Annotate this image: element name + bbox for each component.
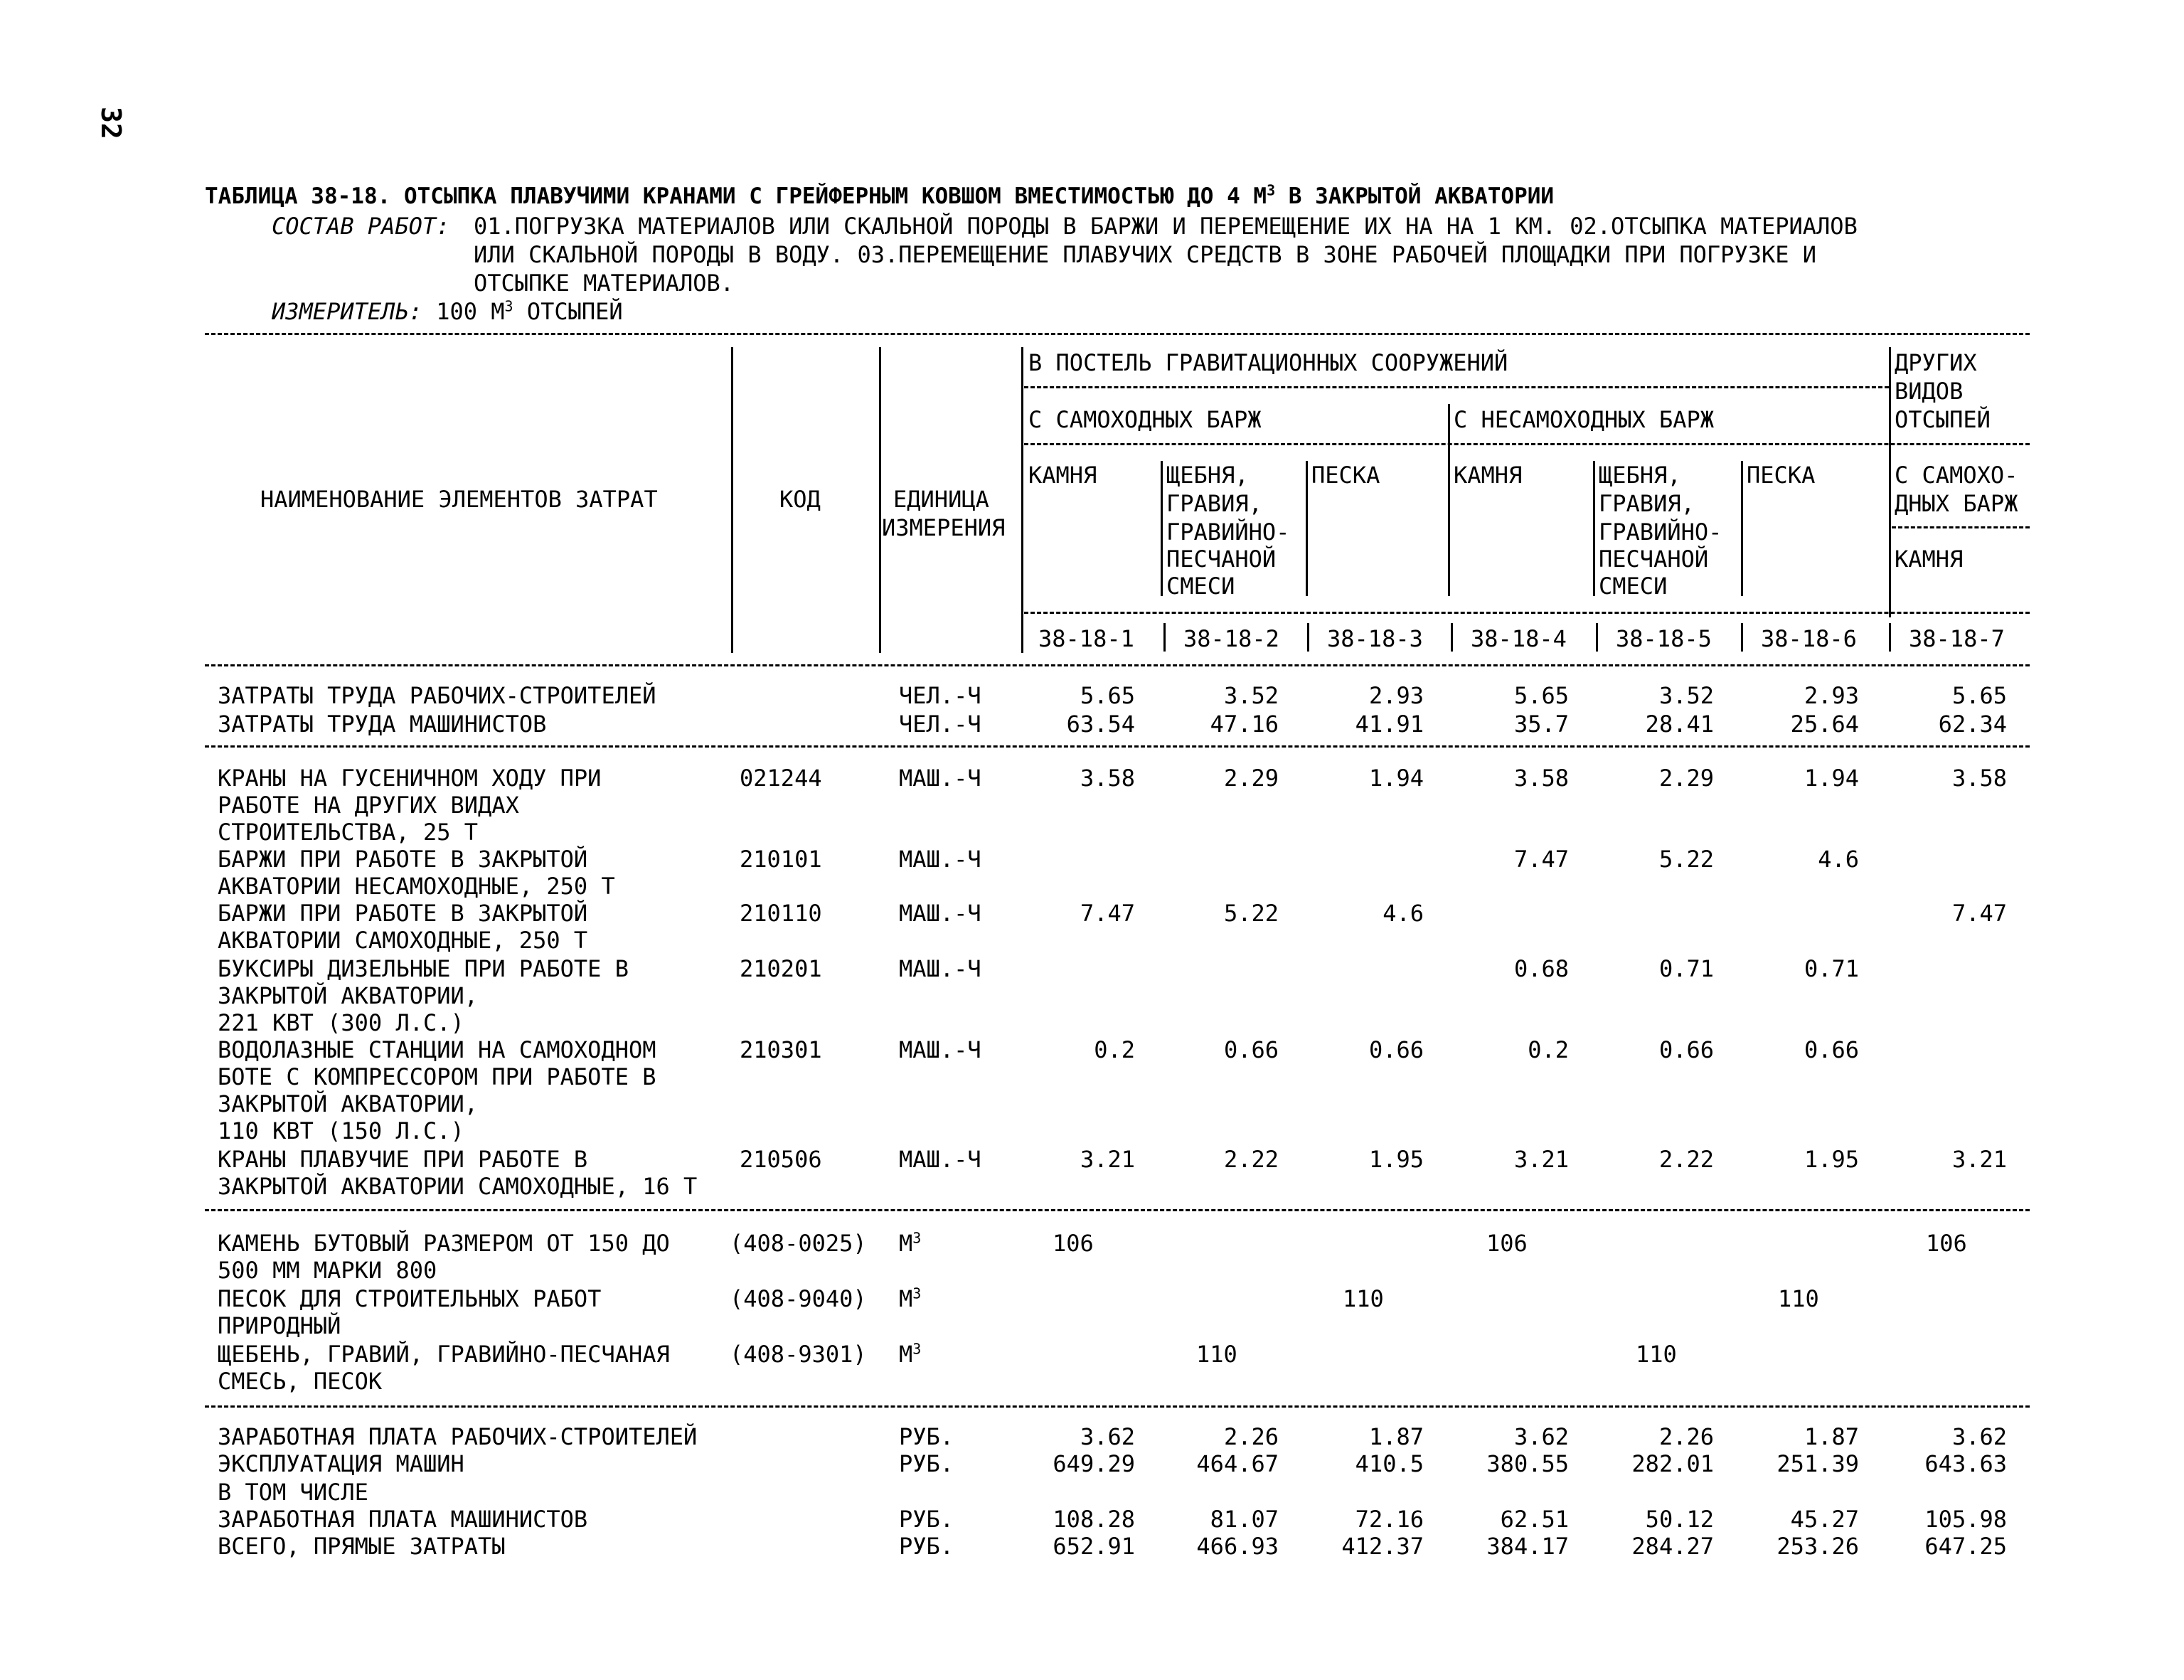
machine-row-name: ЗАКРЫТОЙ АКВАТОРИИ, [218,1090,479,1117]
header-col-gravel-2c: ГРАВИЙНО- [1599,519,1722,546]
value-cell: 282.01 [1631,1450,1714,1477]
value-cell: 106 [1053,1230,1094,1257]
machine-row-name: 221 КВТ (300 Л.С.) [218,1009,464,1036]
labor-row-unit: ЧЕЛ.-Ч [899,711,981,738]
machine-row-unit: МАШ.-Ч [899,1036,981,1063]
machine-row-code: 210301 [740,1036,822,1063]
header-vsep [1596,623,1598,652]
value-cell: 384.17 [1486,1533,1569,1560]
header-sub-other-2: ДНЫХ БАРЖ [1895,490,2018,517]
header-vsep [1889,623,1891,652]
machine-row-code: 210506 [740,1146,822,1173]
value-cell: 284.27 [1631,1533,1714,1560]
header-col-gravel-1d: ПЕСЧАНОЙ [1166,546,1277,573]
value-cell: 647.25 [1924,1533,2007,1560]
cost-row-name: В ТОМ ЧИСЛЕ [218,1479,368,1506]
value-cell: 380.55 [1486,1450,1569,1477]
header-vsep [1307,623,1309,652]
value-cell: 62.51 [1500,1506,1569,1533]
section-rule [205,1209,2030,1211]
value-cell: 25.64 [1790,711,1859,738]
value-cell: 47.16 [1210,711,1279,738]
title-superscript: 3 [1267,181,1276,199]
value-cell: 7.47 [1080,900,1135,927]
value-cell: 3.62 [1513,1423,1569,1450]
material-unit: М [899,1341,913,1368]
value-cell: 110 [1778,1285,1819,1312]
table-title-tail: В ЗАКРЫТОЙ АКВАТОРИИ [1275,184,1555,209]
value-cell: 105.98 [1924,1506,2007,1533]
machine-row-name: БАРЖИ ПРИ РАБОТЕ В ЗАКРЫТОЙ [218,900,588,927]
header-group-other-3: ОТСЫПЕЙ [1895,406,1991,433]
header-vsep [1741,461,1743,596]
material-row-name: 500 ММ МАРКИ 800 [218,1257,437,1284]
header-vsep [1306,461,1308,596]
value-cell: 2.93 [1368,682,1424,709]
value-cell: 1.95 [1804,1146,1859,1173]
value-cell: 466.93 [1196,1533,1279,1560]
machine-row-name: 110 КВТ (150 Л.С.) [218,1117,464,1144]
machine-row-name: КРАНЫ ПЛАВУЧИЕ ПРИ РАБОТЕ В [218,1146,588,1173]
labor-row-name: ЗАТРАТЫ ТРУДА РАБОЧИХ-СТРОИТЕЛЕЙ [218,682,656,709]
header-vsep [1593,461,1595,596]
machine-row-name: БОТЕ С КОМПРЕССОРОМ ПРИ РАБОТЕ В [218,1063,656,1090]
code-38-18-3: 38-18-3 [1327,625,1423,652]
value-cell: 5.22 [1223,900,1279,927]
header-vsep [1448,404,1450,596]
value-cell: 5.65 [1951,682,2007,709]
meter-tail: ОТСЫПЕЙ [513,298,623,325]
value-cell: 4.6 [1383,900,1424,927]
value-cell: 7.47 [1513,846,1569,873]
machine-row-unit: МАШ.-Ч [899,955,981,982]
value-cell: 3.21 [1513,1146,1569,1173]
header-vsep [1889,347,1891,617]
value-cell: 5.65 [1513,682,1569,709]
work-label: СОСТАВ РАБОТ: [272,213,450,240]
value-cell: 3.52 [1658,682,1714,709]
material-row-name: ПРИРОДНЫЙ [218,1312,341,1339]
material-row-code: (408-0025) [730,1230,867,1257]
machine-row-unit: МАШ.-Ч [899,846,981,873]
value-cell: 3.52 [1223,682,1279,709]
material-row-name: КАМЕНЬ БУТОВЫЙ РАЗМЕРОМ ОТ 150 ДО [218,1230,670,1257]
value-cell: 0.66 [1368,1036,1424,1063]
value-cell: 649.29 [1053,1450,1135,1477]
value-cell: 253.26 [1777,1533,1859,1560]
value-cell: 643.63 [1924,1450,2007,1477]
section-rule [205,1405,2030,1408]
cost-row-unit: РУБ. [899,1423,954,1450]
machine-row-code: 210201 [740,955,822,982]
value-cell: 464.67 [1196,1450,1279,1477]
header-col-stone-7: КАМНЯ [1895,546,1964,573]
value-cell: 3.58 [1951,765,2007,792]
machine-row-name: АКВАТОРИИ САМОХОДНЫЕ, 250 Т [218,927,588,954]
material-row-code: (408-9040) [730,1285,867,1312]
value-cell: 2.26 [1223,1423,1279,1450]
machine-row-unit: МАШ.-Ч [899,900,981,927]
header-sub-rule [1024,443,2030,445]
value-cell: 2.93 [1804,682,1859,709]
value-cell: 2.26 [1658,1423,1714,1450]
machine-row-code: 210101 [740,846,822,873]
header-group-rule [1024,386,1889,388]
machine-row-code: 210110 [740,900,822,927]
work-line-2: ИЛИ СКАЛЬНОЙ ПОРОДЫ В ВОДУ. 03.ПЕРЕМЕЩЕНИЕ ПЛАВУЧИХ СРЕДСТВ В ЗОНЕ РАБОЧЕЙ ПЛОЩАДКИ ПРИ ПОГРУЗКЕ И [474,241,1817,268]
value-cell: 0.71 [1804,955,1859,982]
machine-row-name: СТРОИТЕЛЬСТВА, 25 Т [218,819,479,846]
header-col-stone-2: КАМНЯ [1454,462,1523,489]
value-cell: 5.65 [1080,682,1135,709]
header-col-gravel-2a: ЩЕБНЯ, [1599,462,1681,489]
header-col-stone-1: КАМНЯ [1028,462,1097,489]
code-38-18-4: 38-18-4 [1471,625,1567,652]
header-col-gravel-1c: ГРАВИЙНО- [1166,519,1290,546]
header-col-sand-2: ПЕСКА [1747,462,1816,489]
value-cell: 110 [1196,1341,1237,1368]
value-cell: 1.94 [1368,765,1424,792]
machine-row-name: ЗАКРЫТОЙ АКВАТОРИИ, [218,982,479,1009]
material-row-unit [899,1285,921,1313]
header-vsep [1741,623,1743,652]
value-cell: 2.22 [1223,1146,1279,1173]
material-row-name: ПЕСОК ДЛЯ СТРОИТЕЛЬНЫХ РАБОТ [218,1285,602,1312]
material-unit-sup: 3 [912,1285,922,1302]
value-cell: 251.39 [1777,1450,1859,1477]
value-cell: 2.22 [1658,1146,1714,1173]
header-col-gravel-2d: ПЕСЧАНОЙ [1599,546,1709,573]
machine-row-name: БУКСИРЫ ДИЗЕЛЬНЫЕ ПРИ РАБОТЕ В [218,955,629,982]
header-col-sand-1: ПЕСКА [1311,462,1380,489]
table-title-text: ТАБЛИЦА 38-18. ОТСЫПКА ПЛАВУЧИМИ КРАНАМИ С ГРЕЙФЕРНЫМ КОВШОМ ВМЕСТИМОСТЬЮ ДО 4 М [205,184,1267,209]
value-cell: 106 [1486,1230,1528,1257]
code-38-18-5: 38-18-5 [1616,625,1712,652]
material-row-name: ЩЕБЕНЬ, ГРАВИЙ, ГРАВИЙНО-ПЕСЧАНАЯ [218,1341,670,1368]
value-cell: 0.66 [1658,1036,1714,1063]
meter-label: ИЗМЕРИТЕЛЬ: [272,298,422,325]
work-line-3: ОТСЫПКЕ МАТЕРИАЛОВ. [474,270,735,297]
value-cell: 0.68 [1513,955,1569,982]
section-rule [205,745,2030,748]
value-cell: 45.27 [1790,1506,1859,1533]
value-cell: 50.12 [1645,1506,1714,1533]
code-38-18-6: 38-18-6 [1761,625,1857,652]
value-cell: 0.2 [1094,1036,1135,1063]
value-cell: 0.2 [1528,1036,1569,1063]
header-vsep [1163,623,1166,652]
header-group-other-1: ДРУГИХ [1895,349,1977,376]
material-row-unit [899,1229,921,1258]
value-cell: 3.21 [1951,1146,2007,1173]
header-vsep [1021,347,1023,653]
machine-row-name: АКВАТОРИИ НЕСАМОХОДНЫЕ, 250 Т [218,873,615,900]
material-row-unit [899,1340,921,1368]
value-cell: 106 [1926,1230,1967,1257]
header-unit-col-2: ИЗМЕРЕНИЯ [882,514,1006,541]
header-codes-rule [1024,612,2030,614]
header-vsep [1161,461,1163,596]
code-38-18-2: 38-18-2 [1183,625,1279,652]
header-vsep [1451,623,1453,652]
machine-row-name: РАБОТЕ НА ДРУГИХ ВИДАХ [218,792,519,819]
value-cell: 3.58 [1513,765,1569,792]
machine-row-unit: МАШ.-Ч [899,1146,981,1173]
header-group-other-2: ВИДОВ [1895,378,1964,405]
header-sub-nonself: С НЕСАМОХОДНЫХ БАРЖ [1454,406,1715,433]
value-cell: 3.58 [1080,765,1135,792]
cost-row-name: ВСЕГО, ПРЯМЫЕ ЗАТРАТЫ [218,1533,506,1560]
header-sub-other-1: С САМОХО- [1895,462,2018,489]
table-title [205,182,1554,211]
cost-row-name: ЗАРАБОТНАЯ ПЛАТА РАБОЧИХ-СТРОИТЕЛЕЙ [218,1423,698,1450]
cost-row-name: ЭКСПЛУАТАЦИЯ МАШИН [218,1450,464,1477]
value-cell: 108.28 [1053,1506,1135,1533]
cost-row-unit: РУБ. [899,1450,954,1477]
header-col-gravel-1a: ЩЕБНЯ, [1166,462,1249,489]
cost-row-unit: РУБ. [899,1533,954,1560]
code-38-18-7: 38-18-7 [1909,625,2005,652]
meter-superscript: 3 [504,297,513,315]
code-38-18-1: 38-18-1 [1038,625,1134,652]
value-cell: 4.6 [1818,846,1859,873]
header-col-gravel-2b: ГРАВИЯ, [1599,490,1695,517]
machine-row-unit: МАШ.-Ч [899,765,981,792]
header-top-rule [205,333,2030,335]
header-vsep [731,347,733,653]
header-col-gravel-1e: СМЕСИ [1166,573,1235,600]
material-unit-sup: 3 [912,1229,922,1247]
value-cell: 63.54 [1066,711,1135,738]
material-unit-sup: 3 [912,1340,922,1358]
labor-row-name: ЗАТРАТЫ ТРУДА МАШИНИСТОВ [218,711,547,738]
value-cell: 412.37 [1341,1533,1424,1560]
machine-row-name: ЗАКРЫТОЙ АКВАТОРИИ САМОХОДНЫЕ, 16 Т [218,1173,698,1200]
value-cell: 652.91 [1053,1533,1135,1560]
value-cell: 72.16 [1355,1506,1424,1533]
value-cell: 1.87 [1804,1423,1859,1450]
value-cell: 62.34 [1938,711,2007,738]
material-row-code: (408-9301) [730,1341,867,1368]
material-row-name: СМЕСЬ, ПЕСОК [218,1368,383,1395]
value-cell: 0.66 [1804,1036,1859,1063]
value-cell: 0.66 [1223,1036,1279,1063]
page-number: 32 [95,107,127,139]
machine-row-code: 021244 [740,765,822,792]
header-bottom-rule [205,664,2030,666]
value-cell: 35.7 [1513,711,1569,738]
meter-value: 100 М [436,298,505,325]
header-sub-self: С САМОХОДНЫХ БАРЖ [1028,406,1262,433]
material-unit: М [899,1285,913,1312]
work-line-1: 01.ПОГРУЗКА МАТЕРИАЛОВ ИЛИ СКАЛЬНОЙ ПОРОДЫ В БАРЖИ И ПЕРЕМЕЩЕНИЕ ИХ НА НА 1 КМ. 02.ОТСЫПКА МАТЕРИАЛОВ [474,213,1858,240]
value-cell: 110 [1636,1341,1677,1368]
value-cell: 1.94 [1804,765,1859,792]
value-cell: 3.62 [1080,1423,1135,1450]
header-other-rule [1892,526,2030,528]
value-cell: 3.21 [1080,1146,1135,1173]
value-cell: 41.91 [1355,711,1424,738]
header-col-gravel-2e: СМЕСИ [1599,573,1668,600]
header-code-col: КОД [779,486,821,513]
value-cell: 3.62 [1951,1423,2007,1450]
machine-row-name: КРАНЫ НА ГУСЕНИЧНОМ ХОДУ ПРИ [218,765,602,792]
value-cell: 0.71 [1658,955,1714,982]
header-vsep [879,347,881,653]
value-cell: 1.95 [1368,1146,1424,1173]
header-name-col: НАИМЕНОВАНИЕ ЭЛЕМЕНТОВ ЗАТРАТ [260,486,658,513]
machine-row-name: БАРЖИ ПРИ РАБОТЕ В ЗАКРЫТОЙ [218,846,588,873]
value-cell: 410.5 [1355,1450,1424,1477]
value-cell: 81.07 [1210,1506,1279,1533]
value-cell: 5.22 [1658,846,1714,873]
header-col-gravel-1b: ГРАВИЯ, [1166,490,1262,517]
header-unit-col-1: ЕДИНИЦА [893,486,989,513]
labor-row-unit: ЧЕЛ.-Ч [899,682,981,709]
machine-row-name: ВОДОЛАЗНЫЕ СТАНЦИИ НА САМОХОДНОМ [218,1036,656,1063]
value-cell: 7.47 [1951,900,2007,927]
cost-row-unit: РУБ. [899,1506,954,1533]
header-group-main: В ПОСТЕЛЬ ГРАВИТАЦИОННЫХ СООРУЖЕНИЙ [1028,349,1508,376]
value-cell: 1.87 [1368,1423,1424,1450]
value-cell: 110 [1343,1285,1384,1312]
value-cell: 2.29 [1223,765,1279,792]
value-cell: 2.29 [1658,765,1714,792]
cost-row-name: ЗАРАБОТНАЯ ПЛАТА МАШИНИСТОВ [218,1506,588,1533]
meter [272,297,623,326]
material-unit: М [899,1230,913,1257]
value-cell: 28.41 [1645,711,1714,738]
